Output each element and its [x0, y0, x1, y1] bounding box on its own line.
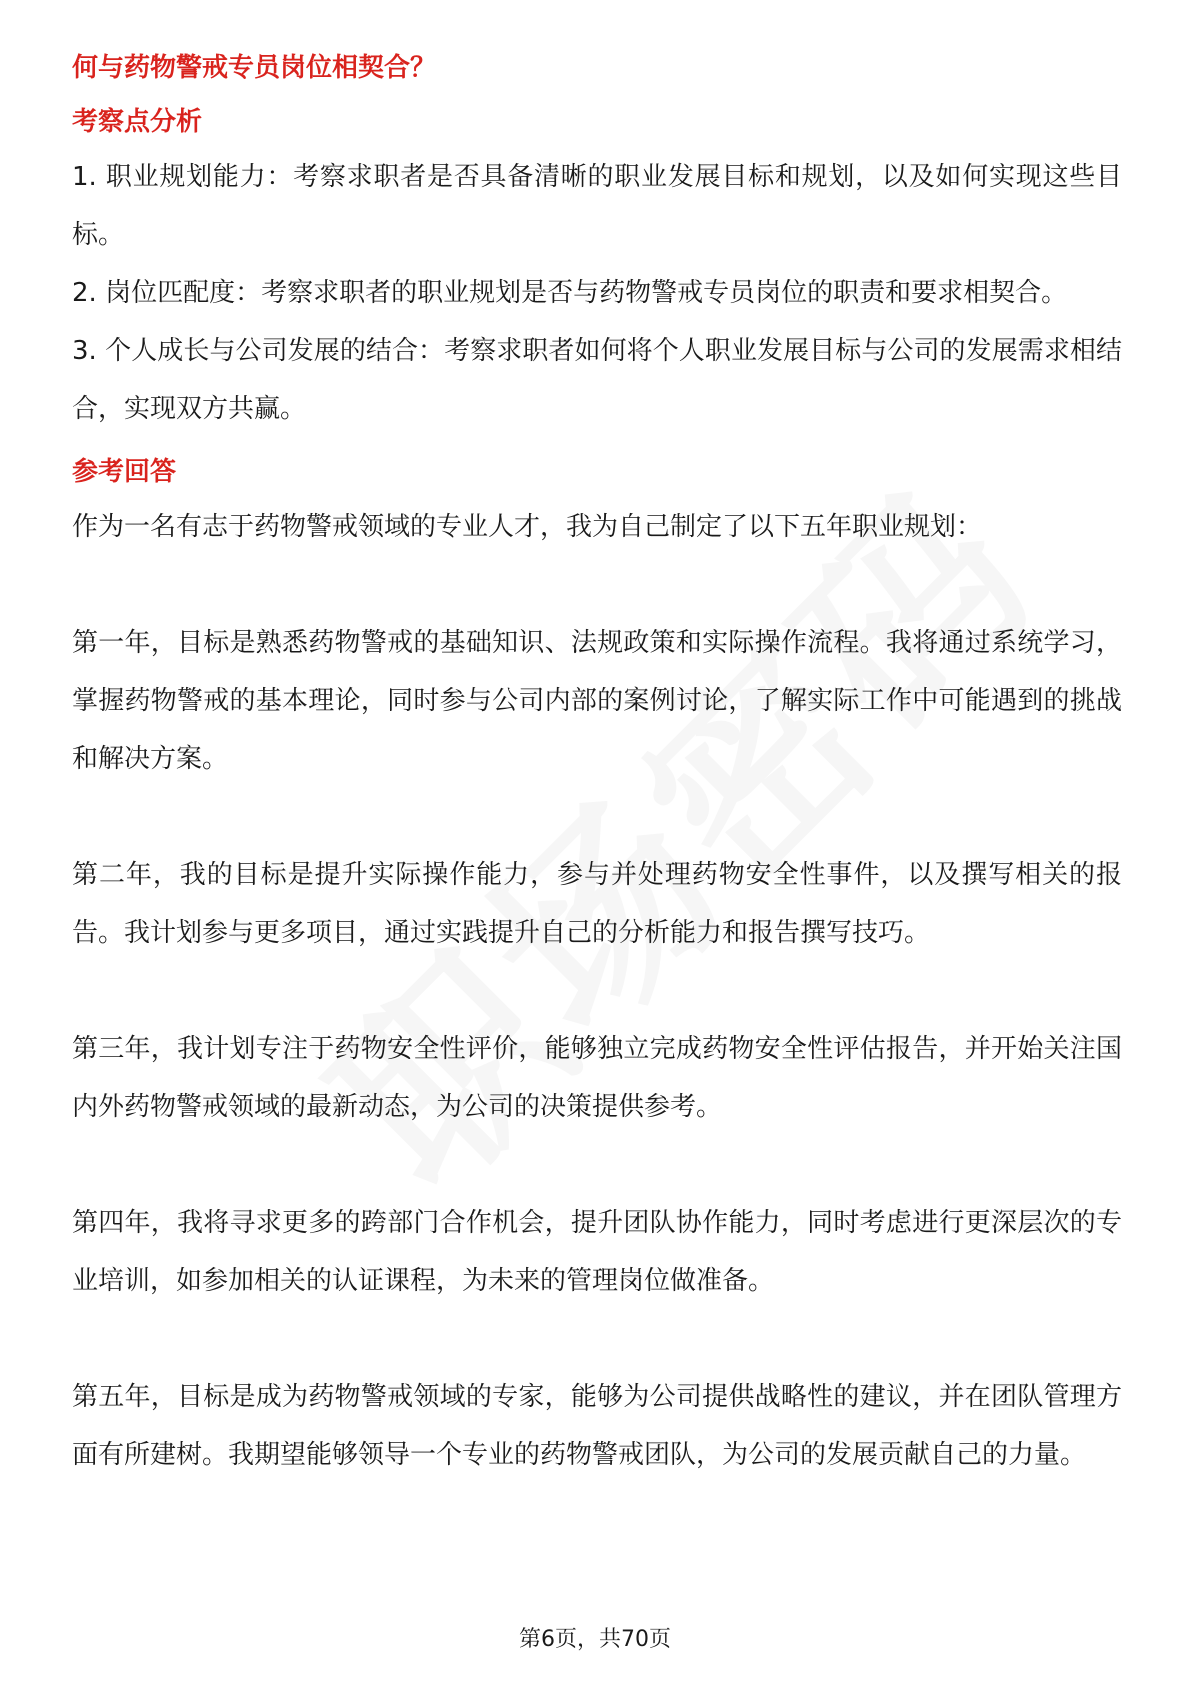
answer-year-paragraph: 第二年，我的目标是提升实际操作能力，参与并处理药物安全性事件，以及撰写相关的报告。我计划参与更多项目，通过实践提升自己的分析能力和报告撰写技巧。: [72, 860, 1122, 948]
answer-year-paragraph: 第一年，目标是熟悉药物警戒的基础知识、法规政策和实际操作流程。我将通过系统学习，掌握药物警戒的基本理论，同时参与公司内部的案例讨论，了解实际工作中可能遇到的挑战和解决方案。: [72, 628, 1122, 774]
question-heading: 何与药物警戒专员岗位相契合？: [72, 53, 437, 83]
analysis-item: 3. 个人成长与公司发展的结合：考察求职者如何将个人职业发展目标与公司的发展需求相结合，实现双方共赢。: [72, 336, 1122, 424]
analysis-item: 1. 职业规划能力：考察求职者是否具备清晰的职业发展目标和规划，以及如何实现这些目标。: [72, 162, 1122, 250]
document-body: [72, 48, 1122, 1484]
answer-year-paragraph: 第五年，目标是成为药物警戒领域的专家，能够为公司提供战略性的建议，并在团队管理方面有所建树。我期望能够领导一个专业的药物警戒团队，为公司的发展贡献自己的力量。: [72, 1382, 1122, 1470]
analysis-item: 2. 岗位匹配度：考察求职者的职业规划是否与药物警戒专员岗位的职责和要求相契合。: [72, 278, 1068, 308]
answer-year-paragraph: 第四年，我将寻求更多的跨部门合作机会，提升团队协作能力，同时考虑进行更深层次的专业培训，如参加相关的认证课程，为未来的管理岗位做准备。: [72, 1208, 1122, 1296]
page-number: 第6页，共70页: [519, 1627, 671, 1652]
answer-year-paragraph: 第三年，我计划专注于药物安全性评价，能够独立完成药物安全性评估报告，并开始关注国内外药物警戒领域的最新动态，为公司的决策提供参考。: [72, 1034, 1122, 1122]
answer-heading: 参考回答: [72, 457, 177, 487]
analysis-heading: 考察点分析: [72, 107, 203, 137]
answer-intro: 作为一名有志于药物警戒领域的专业人才，我为自己制定了以下五年职业规划：: [72, 512, 983, 542]
